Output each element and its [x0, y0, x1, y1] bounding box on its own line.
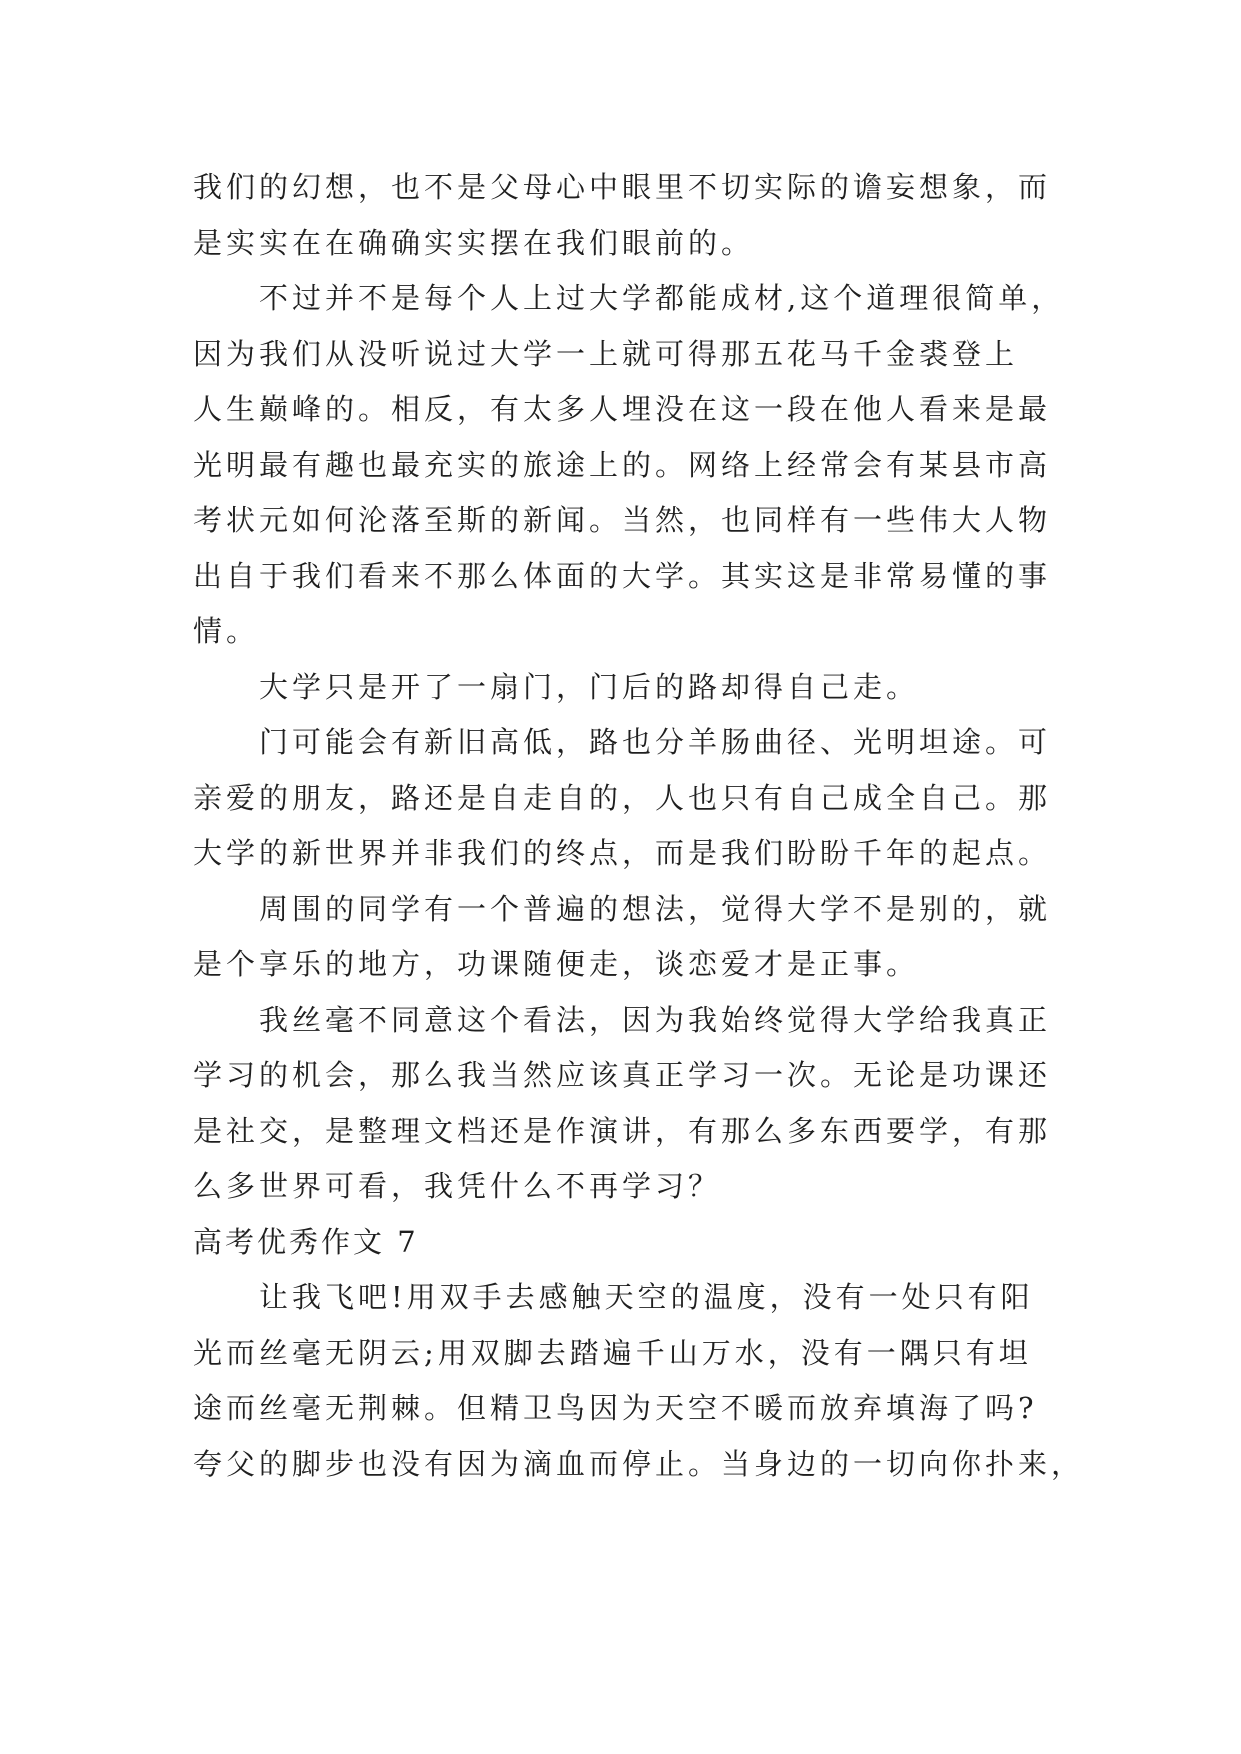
essay-text [193, 160, 1093, 1492]
text-line: 夸父的脚步也没有因为滴血而停止。当身边的一切向你扑来， [193, 1446, 1085, 1481]
text-line: 情。 [193, 614, 260, 648]
text-line: 是个享乐的地方，功课随便走，谈恋爱才是正事。 [193, 947, 920, 981]
text-line: 学习的机会，那么我当然应该真正学习一次。无论是功课还 [193, 1058, 1052, 1092]
text-line: 光而丝毫无阴云;用双脚去踏遍千山万水，没有一隅只有坦 [193, 1335, 1032, 1370]
text-line: 么多世界可看，我凭什么不再学习？ [193, 1169, 722, 1203]
paragraph-start-line: 我丝毫不同意这个看法，因为我始终觉得大学给我真正 [259, 1002, 1052, 1037]
text-line: 因为我们从没听说过大学一上就可得那五花马千金裘登上 [193, 336, 1019, 371]
text-line: 是社交，是整理文档还是作演讲，有那么多东西要学，有那 [193, 1113, 1052, 1148]
paragraph-start-line: 大学只是开了一扇门，门后的路却得自己走。 [259, 669, 920, 704]
text-line: 我们的幻想，也不是父母心中眼里不切实际的谵妄想象，而 [193, 170, 1052, 204]
section-heading: 高考优秀作文 7 [193, 1224, 419, 1259]
text-line: 人生巅峰的。相反，有太多人埋没在这一段在他人看来是最 [193, 392, 1052, 426]
text-line: 途而丝毫无荆棘。但精卫鸟因为天空不暖而放弃填海了吗? [193, 1391, 1038, 1425]
text-line: 大学的新世界并非我们的终点，而是我们盼盼千年的起点。 [193, 836, 1052, 870]
text-line: 考状元如何沦落至斯的新闻。当然，也同样有一些伟大人物 [193, 503, 1052, 537]
paragraph-start-line: 让我飞吧!用双手去感触天空的温度，没有一处只有阳 [259, 1280, 1034, 1314]
paragraph-start-line: 不过并不是每个人上过大学都能成材,这个道理很简单， [259, 281, 1065, 315]
paragraph-start-line: 门可能会有新旧高低，路也分羊肠曲径、光明坦途。可 [259, 725, 1052, 759]
text-line: 光明最有趣也最充实的旅途上的。网络上经常会有某县市高 [193, 447, 1052, 482]
text-line: 亲爱的朋友，路还是自走自的，人也只有自己成全自己。那 [193, 780, 1052, 815]
text-line: 是实实在在确确实实摆在我们眼前的。 [193, 225, 755, 260]
text-line: 出自于我们看来不那么体面的大学。其实这是非常易懂的事 [193, 558, 1052, 593]
paragraph-start-line: 周围的同学有一个普遍的想法，觉得大学不是别的，就 [259, 891, 1052, 926]
